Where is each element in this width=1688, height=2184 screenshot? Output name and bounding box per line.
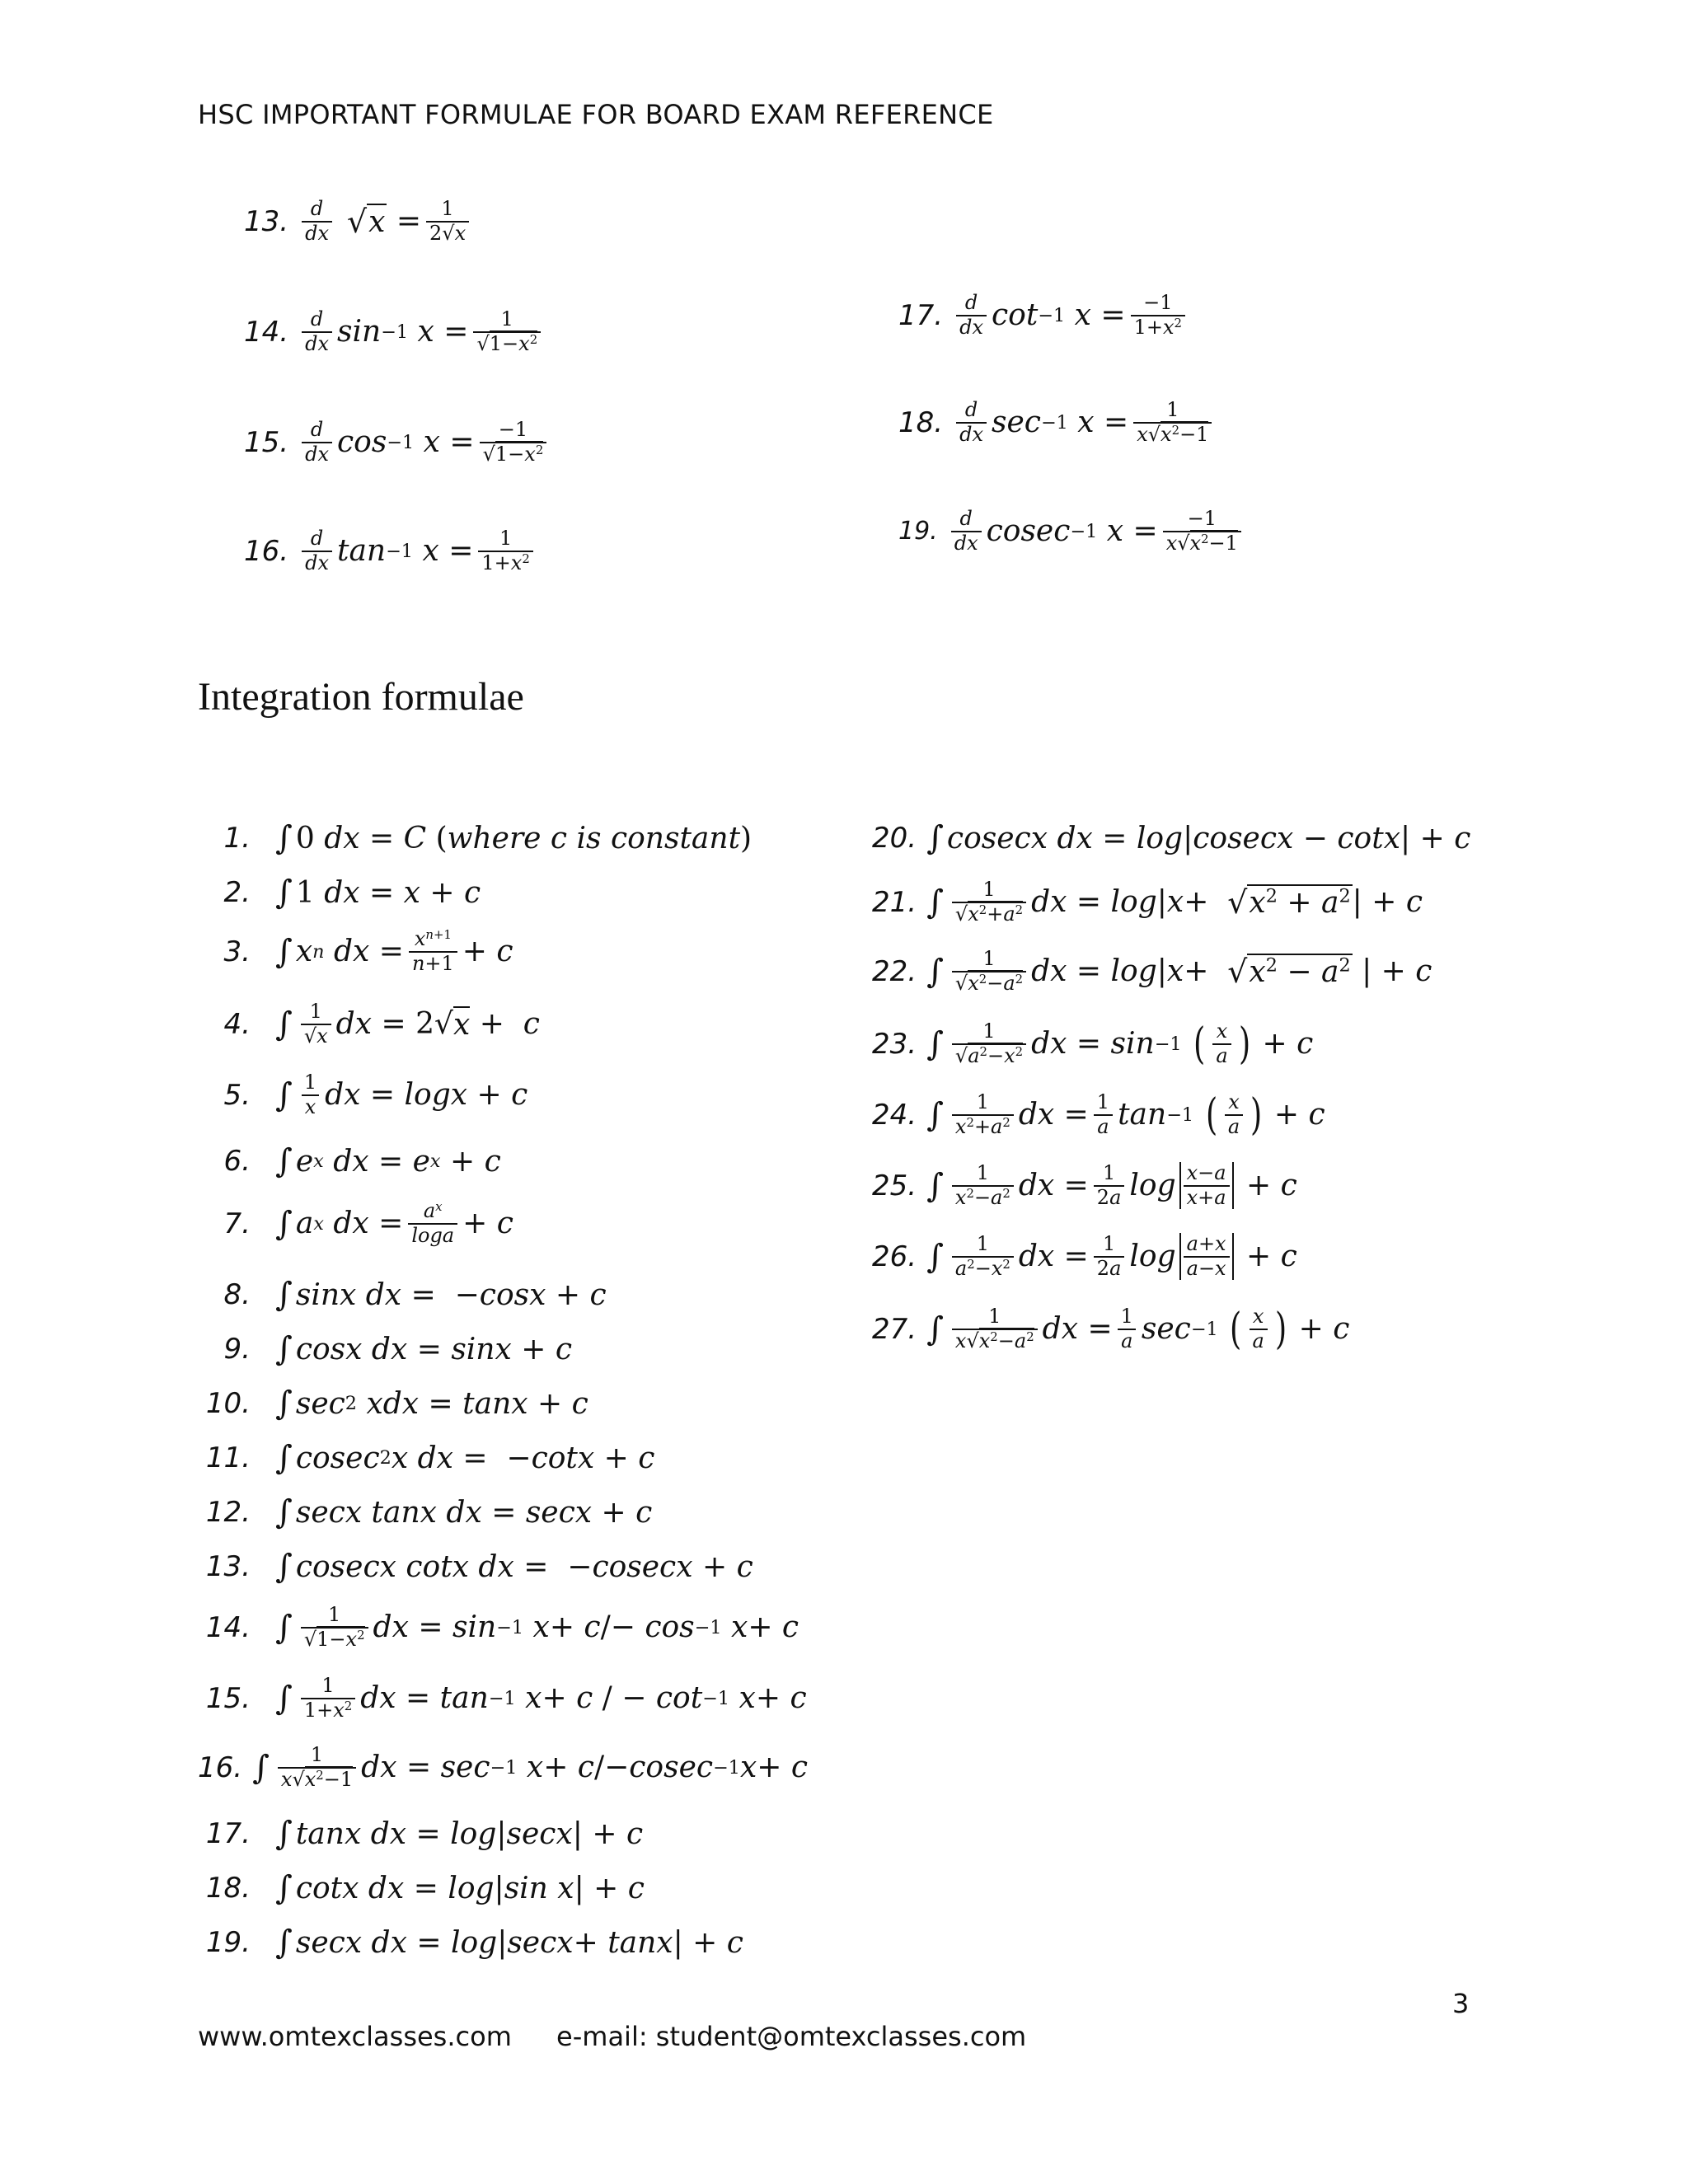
integral-8: 8. ∫ sinx dx = − cosx + c xyxy=(198,1276,607,1314)
formula-number: 17. xyxy=(898,298,944,332)
formula-number: 7. xyxy=(223,1207,251,1240)
formula-number: 20. xyxy=(872,822,917,855)
formula-number: 1. xyxy=(223,822,251,855)
derivative-18: 18. d dx sec −1 x = $\frac{1}{x√x^2-1}$ xyxy=(898,399,1217,446)
derivative-15: 15. d dx cos −1 x = $\frac{-1}{√1-x^2}$ xyxy=(244,419,551,466)
formula-number: 5. xyxy=(223,1078,251,1112)
integral-15: 15. ∫ $\frac{1}{1+x^2}$ dx = tan −1 x + c / − cot −1 x + c xyxy=(198,1675,807,1722)
formula-number: 19. xyxy=(205,1926,251,1959)
formula-number: 14. xyxy=(205,1610,251,1644)
derivative-19: 19. d dx cosec −1 x = $\frac{-1}{x√x^2-1}$ xyxy=(898,508,1246,555)
formula-number: 18. xyxy=(205,1872,251,1905)
integral-6: 6. ∫ e x dx = e x + c xyxy=(198,1142,501,1180)
integral-18: 18. ∫ cotx dx = log | sin x | + c xyxy=(198,1869,645,1907)
integral-10: 10. ∫ sec 2 xdx = tanx + c xyxy=(198,1385,588,1422)
integral-25: 25. ∫ $\frac{1}{x^2-a^2}$ dx = $\frac{1}{2a}$ log x−a x+a + c xyxy=(872,1161,1297,1209)
integral-3: 3. ∫ x n dx = $\frac{x^{n+1}}{n+1}$ + c xyxy=(198,928,513,975)
formula-number: 17. xyxy=(205,1817,251,1850)
integral-9: 9. ∫ cosx dx = sinx + c xyxy=(198,1330,572,1368)
integral-19: 19. ∫ secx dx = log | secx + tanx | + c xyxy=(198,1924,743,1961)
integral-11: 11. ∫ cosec 2 x dx = − cotx + c xyxy=(198,1439,654,1477)
footer-email: e-mail: student@omtexclasses.com xyxy=(556,2021,1027,2052)
integral-14: 14. ∫ $\frac{1}{√1-x^2}$ dx = sin −1 x + c /− cos −1 x + c xyxy=(198,1604,799,1651)
formula-number: 11. xyxy=(205,1441,251,1474)
formula-number: 15. xyxy=(205,1681,251,1715)
integral-22: 22. ∫ $\frac{1}{√x^2-a^2}$ dx = log | x + √ $x^2 - a^2$ | + c xyxy=(872,947,1432,995)
integral-12: 12. ∫ secx tanx dx = secx + c xyxy=(198,1493,652,1531)
integral-24: 24. ∫ $\frac{1}{x^2+a^2}$ dx = $\frac{1}{a}$ tan −1 ( x a ) + c xyxy=(872,1090,1325,1140)
integral-26: 26. ∫ $\frac{1}{a^2-x^2}$ dx = $\frac{1}{2a}$ log a+x a−x + c xyxy=(872,1232,1297,1280)
formula-number: 26. xyxy=(872,1240,917,1273)
formula-number: 18. xyxy=(898,405,944,439)
formula-number: 21. xyxy=(872,885,917,919)
integral-21: 21. ∫ $\frac{1}{√x^2+a^2}$ dx = log | x + √ $x^2 + a^2$ | + c xyxy=(872,878,1423,926)
formula-number: 16. xyxy=(244,534,289,568)
formula-number: 8. xyxy=(223,1278,251,1311)
integral-20: 20. ∫ cosecx dx = log | cosecx − cotx | + c xyxy=(872,819,1471,857)
formula-number: 10. xyxy=(205,1387,251,1420)
formula-number: 15. xyxy=(244,425,289,459)
formula-number: 19. xyxy=(898,517,938,546)
section-title: Integration formulae xyxy=(198,675,524,719)
formula-number: 27. xyxy=(872,1312,917,1346)
page-header: HSC IMPORTANT FORMULAE FOR BOARD EXAM REFERENCE xyxy=(198,99,994,130)
derivative-17: 17. d dx cot −1 x = $\frac{-1}{1+x^2}$ xyxy=(898,292,1190,339)
formula-number: 13. xyxy=(205,1550,251,1583)
formula-number: 6. xyxy=(223,1145,251,1178)
page-footer xyxy=(198,2021,1062,2052)
integral-4: 4. ∫ $\frac{1}{√x}$ dx = 2 √ x + c xyxy=(198,1001,540,1047)
footer-website: www.omtexclasses.com xyxy=(198,2021,512,2052)
formula-number: 14. xyxy=(244,315,289,349)
formula-number: 4. xyxy=(223,1007,251,1041)
integral-1: 1. ∫ 0 dx = C ( where c is constant ) xyxy=(198,819,752,857)
integral-17: 17. ∫ tanx dx = log | secx | + c xyxy=(198,1815,643,1853)
formula-number: 13. xyxy=(244,204,289,238)
formula-number: 23. xyxy=(872,1027,917,1061)
integral-7: 7. ∫ a x dx = $\frac{a^x}{\log a}$ + c xyxy=(198,1200,513,1247)
formula-number: 12. xyxy=(205,1496,251,1529)
derivative-14: 14. d dx sin −1 x = $\frac{1}{√1-x^2}$ xyxy=(244,308,546,355)
formula-number: 22. xyxy=(872,954,917,988)
formula-number: 16. xyxy=(198,1750,243,1784)
formula-number: 3. xyxy=(223,935,251,968)
formula-number: 24. xyxy=(872,1098,917,1132)
derivative-16: 16. d dx tan −1 x = $\frac{1}{1+x^2}$ xyxy=(244,527,538,574)
page-number: 3 xyxy=(1452,1988,1470,2019)
formula-number: 9. xyxy=(223,1333,251,1366)
integral-27: 27. ∫ $\frac{1}{x√x^2-a^2}$ dx = $\frac{1}{a}$ sec −1 ( x a ) + c xyxy=(872,1304,1350,1354)
formula-number: 25. xyxy=(872,1169,917,1202)
integral-2: 2. ∫ 1 dx = x + c xyxy=(198,874,481,912)
derivative-13: 13. d dx √ x = $\frac{1}{2√x}$ xyxy=(244,198,474,245)
integral-16: 16. ∫ $\frac{1}{x√x^2-1}$ dx = sec −1 x + c /− cosec −1 x + c xyxy=(198,1743,809,1791)
integral-5: 5. ∫ $\frac{1}{x}$ dx = logx + c xyxy=(198,1071,528,1118)
integral-13: 13. ∫ cosecx cotx dx = − cosecx + c xyxy=(198,1548,753,1586)
formula-number: 2. xyxy=(223,876,251,909)
integral-23: 23. ∫ $\frac{1}{√a^2-x^2}$ dx = sin −1 ( x a ) + c xyxy=(872,1019,1314,1069)
